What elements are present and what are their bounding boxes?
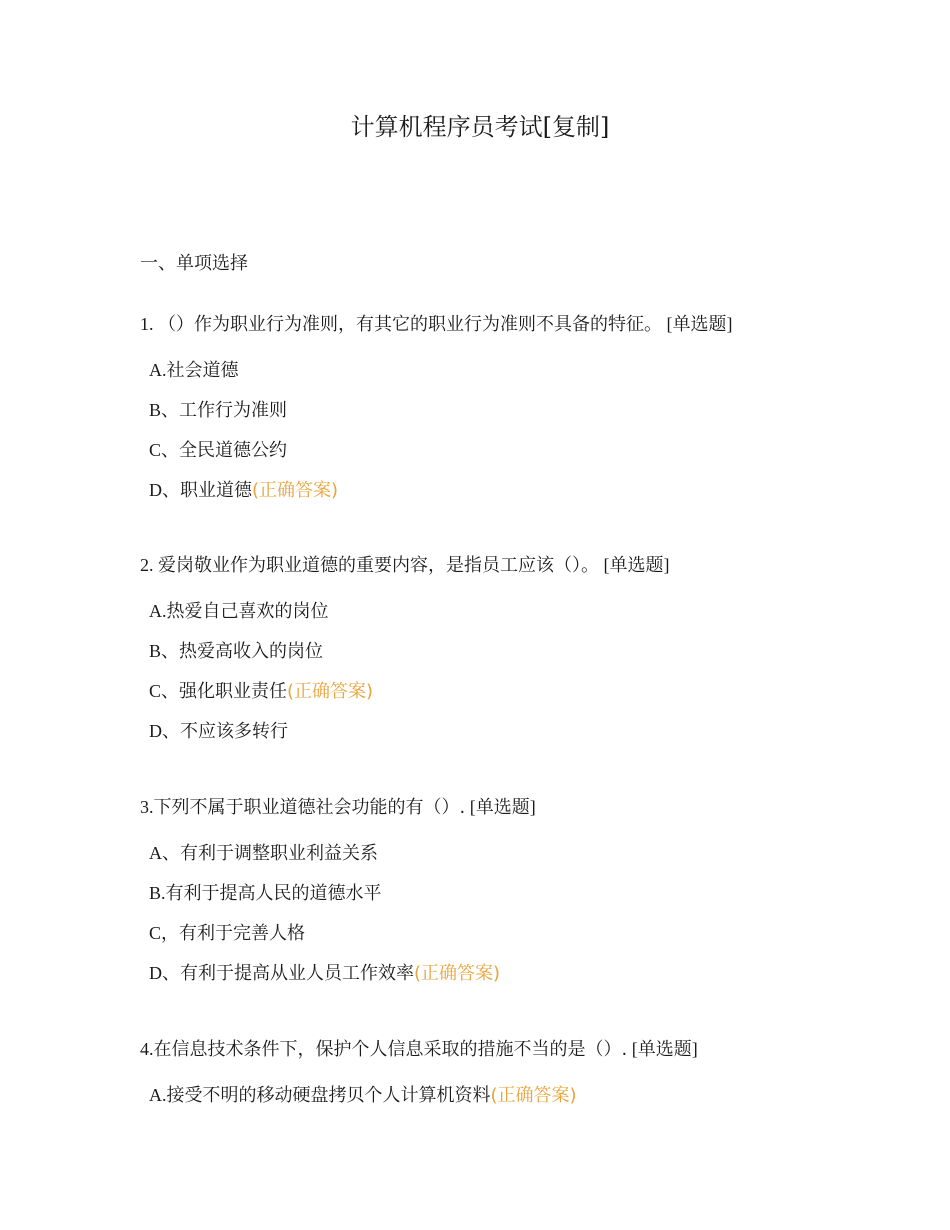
- option-text: 工作行为准则: [179, 400, 288, 421]
- option-b: [149, 396, 920, 424]
- option-letter: A.: [149, 360, 167, 380]
- option-letter: B、: [149, 641, 180, 661]
- question-stem: [140, 793, 920, 821]
- option-text: 有利于完善人格: [179, 923, 306, 944]
- option-letter: D、: [149, 721, 180, 741]
- correct-answer-tag: (正确答案): [287, 681, 374, 702]
- question-text: （）作为职业行为准则，有其它的职业行为准则不具备的特征。: [158, 314, 662, 335]
- section-heading: 一、单项选择: [140, 253, 248, 274]
- correct-answer-tag: (正确答案): [490, 1085, 577, 1106]
- question-stem: [140, 310, 920, 338]
- option-letter: B、: [149, 400, 180, 420]
- option-letter: A.: [149, 1085, 167, 1105]
- option-text: 有利于提高人民的道德水平: [165, 883, 382, 904]
- option-text: 职业道德: [180, 480, 252, 501]
- question-text: 爱岗敬业作为职业道德的重要内容，是指员工应该（）。: [158, 555, 599, 576]
- option-text: 强化职业责任: [179, 681, 288, 702]
- option-c: [149, 436, 920, 464]
- option-letter: C，: [149, 923, 180, 943]
- option-c: [149, 919, 920, 947]
- option-d: [149, 959, 920, 987]
- question-type: [单选题]: [662, 314, 733, 334]
- question-number: 3.: [140, 797, 154, 817]
- question-1: [140, 310, 920, 516]
- question-type: [单选题]: [465, 797, 536, 817]
- option-a: [149, 597, 920, 625]
- question-number: 1.: [140, 314, 158, 334]
- correct-answer-tag: (正确答案): [414, 963, 501, 984]
- question-type: [单选题]: [627, 1039, 698, 1059]
- option-a: [149, 839, 920, 867]
- option-a: [149, 1081, 920, 1109]
- document-title: 计算机程序员考试[复制]: [350, 113, 610, 141]
- option-text: 有利于提高从业人员工作效率: [180, 963, 414, 984]
- option-text: 不应该多转行: [180, 721, 288, 742]
- option-text: 热爱自己喜欢的岗位: [166, 601, 329, 622]
- option-letter: A、: [149, 843, 180, 863]
- question-text: 下列不属于职业道德社会功能的有（）.: [153, 797, 466, 818]
- option-b: [149, 879, 920, 907]
- correct-answer-tag: (正确答案): [252, 480, 339, 501]
- option-b: [149, 637, 920, 665]
- option-text: 接受不明的移动硬盘拷贝个人计算机资料: [166, 1085, 491, 1106]
- question-type: [单选题]: [599, 555, 670, 575]
- option-letter: D、: [149, 963, 180, 983]
- question-3: [140, 793, 920, 999]
- option-letter: D、: [149, 480, 180, 500]
- option-letter: B.: [149, 883, 166, 903]
- option-c: [149, 677, 920, 705]
- option-letter: A.: [149, 601, 167, 621]
- option-d: [149, 476, 920, 504]
- option-letter: C、: [149, 440, 180, 460]
- option-letter: C、: [149, 681, 180, 701]
- question-number: 4.: [140, 1039, 154, 1059]
- question-2: [140, 551, 920, 757]
- question-stem: [140, 551, 920, 579]
- question-number: 2.: [140, 555, 158, 575]
- option-text: 社会道德: [166, 360, 239, 381]
- option-a: [149, 356, 920, 384]
- option-d: [149, 717, 920, 745]
- option-text: 有利于调整职业利益关系: [180, 843, 378, 864]
- option-text: 热爱高收入的岗位: [179, 641, 324, 662]
- question-stem: [140, 1035, 920, 1063]
- question-text: 在信息技术条件下，保护个人信息采取的措施不当的是（）.: [153, 1039, 628, 1060]
- question-4: [140, 1035, 920, 1121]
- option-text: 全民道德公约: [179, 440, 288, 461]
